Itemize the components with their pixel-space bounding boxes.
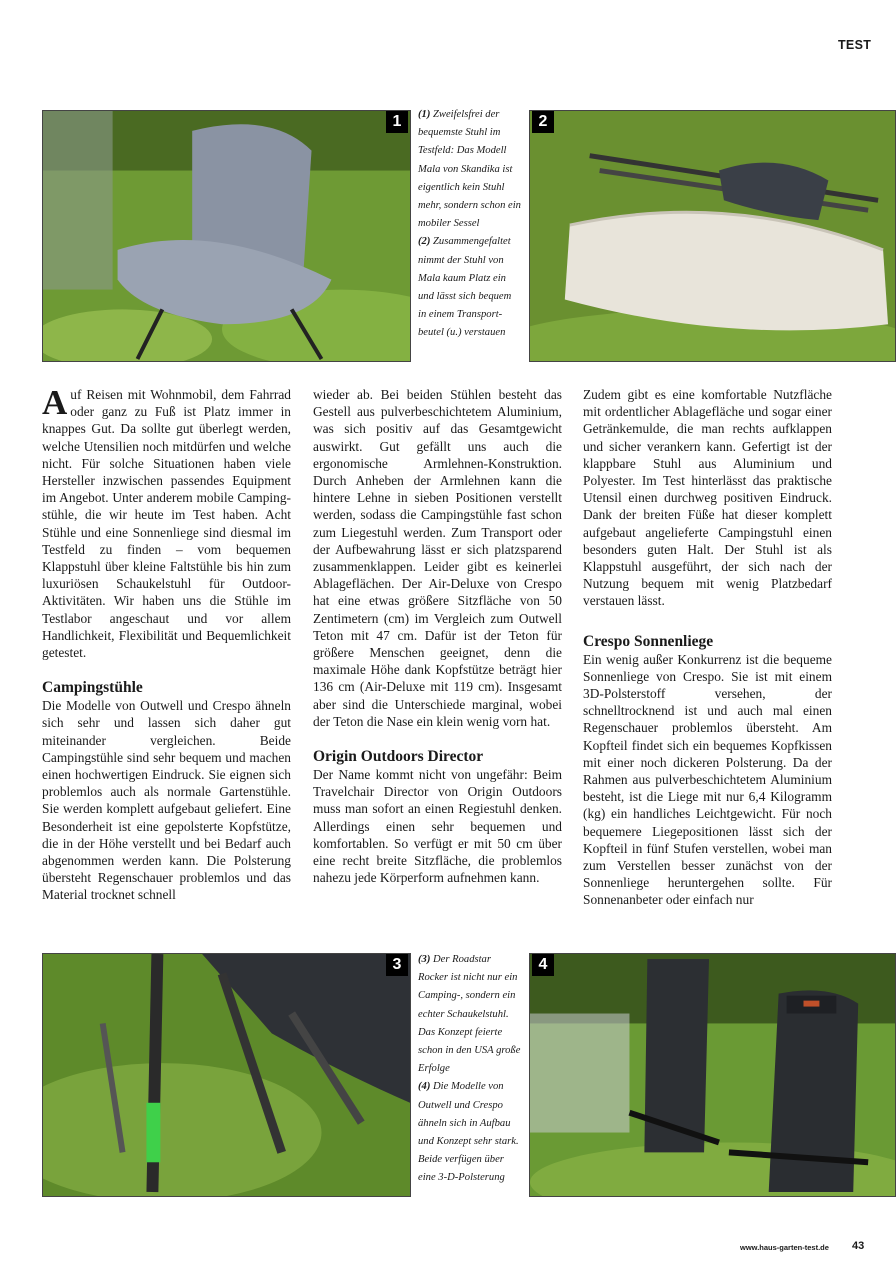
- section-tag: TEST: [838, 38, 872, 52]
- rocker-chair-image: [43, 954, 410, 1196]
- heading-campingstuehle: Campingstühle: [42, 679, 143, 697]
- photo-number-2: 2: [532, 111, 554, 133]
- heading-crespo-sonnenliege: Crespo Sonnenliege: [583, 632, 714, 650]
- photo-3: [42, 953, 411, 1197]
- photo-number-4: 4: [532, 954, 554, 976]
- heading-origin-outdoors: Origin Outdoors Director: [313, 748, 484, 766]
- article-column-1: [42, 383, 291, 904]
- caption-4: (4) Die Modelle von Outwell und Crespo ähneln sich in Aufbau und Konzept sehr stark. Beide verfügen über eine 3-D-Polsterung: [418, 1081, 519, 1184]
- page-number: 43: [852, 1240, 865, 1252]
- caption-1: (1) Zweifelsfrei der bequemste Stuhl im Testfeld: Das Modell Mala von Skandika ist eigentlich kein Stuhl mehr, sondern schon ein mobiler Sessel: [418, 109, 521, 230]
- paragraph-sonnenliege: Ein wenig außer Konkurrenz ist die bequeme Sonnenliege von Crespo. Sie ist mit einem 3D-Polsterstoff versehen, der schnelltrocknend ist und auch mal einen Regenschauer problemlos übersteht. Am Kopfteil findet sich ein bequemes Kopfkissen mit einer noch dickeren Polsterung. Da der Rahmen aus pulverbeschichtetem Aluminium besteht, ist die Liege mit nur 6,4 Kilogramm (kg) ein handliches Leichtgewicht. Für noch bequemere Liegepositionen lässt sich der Kopfteil in fünf Stufen verstellen, wobei man zum Verstellen besser zunächst von der Sonnenliege heruntergehen sollte. Für Sonnenanbeter oder einfach nur: [583, 651, 832, 908]
- paragraph-origin-outdoors: Der Name kommt nicht von ungefähr: Beim Travelchair Director von Origin Outdoors muss man sofort an einen Regiestuhl denken. Allerdings einen sehr bequemen und komfortablen. So verfügt er mit 50 cm über eine recht breite Sitzfläche, die problemlos nahezu jede Körperform aufnehmen kann.: [313, 767, 562, 886]
- outwell-crespo-image: [530, 954, 895, 1196]
- footer-url: www.haus-garten-test.de: [740, 1243, 829, 1252]
- dropcap: A: [42, 383, 68, 422]
- photo-2: [529, 110, 896, 362]
- article-column-3: [583, 386, 832, 909]
- paragraph-director-continued: Zudem gibt es eine komfortable Nutzfläche mit ordentlicher Ablagefläche und sogar einer Getränkemulde, die man rechts aufklappen und sicher verankern kann. Gefertigt ist der klappbare Stuhl aus Aluminium und Polyester. Im Test hinterlässt das praktische Utensil einen durchweg positiven Eindruck. Dank der breiten Füße hat dieser komplett aufgebaut angelieferte Campingstuhl einen besonders guten Halt. Der Stuhl ist als Klappstuhl ausgeführt, der sich nach der Nutzung bequem mit wenig Platzbedarf verstauen lässt.: [583, 387, 832, 609]
- intro-paragraph: Auf Reisen mit Wohnmobil, dem Fahrrad oder ganz zu Fuß ist Platz immer in knappes Gut. Da sollte gut überlegt werden, welche Utensilien noch mitdürfen und welche nicht. Für solche Situationen haben viele Hersteller inzwischen passendes Equipment im Angebot. Unter anderem mobile Campingstühle, die wir heute im Test haben. Acht Stühle und eine Sonnenliege sind diesmal im Testfeld zu finden – vom bequemen Klappstuhl über kleine Faltstühle bis hin zum luxuriösen Schaukelstuhl für Outdoor-Aktivitäten. Wir haben uns die Stühle im Testlabor angeschaut und vor allem Handlichkeit, Flexibilität und Bequemlichkeit getestet.: [42, 383, 291, 661]
- paragraph-continued: wieder ab. Bei beiden Stühlen besteht das Gestell aus pulverbeschichtetem Aluminium, was sich positiv auf das Gesamtgewicht auswirkt. Gut gefällt uns auch die ergonomische Armlehnen-Konstruktion. Durch Anheben der Armlehnen kann die hintere Lehne in sieben Positionen verstellt werden, sodass die Campingstühle fast schon zum Liegestuhl werden. Zum Transport oder der Aufbewahrung lässt er sich platzsparend zusammenklappen. Leider gibt es keinerlei Ablageflächen. Der Air-Deluxe von Crespo hat eine etwas größere Sitzfläche von 50 Zentimetern (cm) im Vergleich zum Outwell Teton mit 47 cm. Dafür ist der Teton für größere Menschen geeignet, denn die maximale Höhe dank Kopfstütze beträgt hier 136 cm (Air-Deluxe mit 119 cm). Insgesamt aber sind die Unterschiede marginal, wobei der Teton die Nase ein klein wenig vorn hat.: [313, 387, 562, 729]
- photo-1: [42, 110, 411, 362]
- photo-4: [529, 953, 896, 1197]
- article-column-2: [313, 386, 562, 886]
- caption-2: (2) Zusammengefaltet nimmt der Stuhl von Mala kaum Platz ein und lässt sich bequem in einem Transportbeutel (u.) verstauen: [418, 236, 512, 339]
- paragraph-campingstuehle: Die Modelle von Outwell und Crespo ähneln sich sehr und lassen sich daher gut miteinander vergleichen. Beide Campingstühle sind sehr bequem und machen einen hochwertigen Eindruck. Sie eignen sich problemlos auch als normale Gartenstühle. Sie werden komplett aufgebaut geliefert. Eine Besonderheit ist eine gepolsterte Kopfstütze, die in der Höhe verstellt und bei Bedarf auch abgenommen werden kann. Die Polsterung übersteht Regenschauer problemlos und das Material trocknet schnell: [42, 698, 291, 903]
- caption-top: [418, 106, 522, 343]
- photo-number-1: 1: [386, 111, 408, 133]
- photo-number-3: 3: [386, 954, 408, 976]
- caption-bottom: [418, 951, 522, 1188]
- mala-chair-image: [43, 111, 410, 361]
- folded-chair-image: [530, 111, 895, 361]
- caption-3: (3) Der Roadstar Rocker ist nicht nur ein Camping-, sondern ein echter Schaukelstuhl. Das Konzept feierte schon in den USA große Erfolge: [418, 954, 521, 1075]
